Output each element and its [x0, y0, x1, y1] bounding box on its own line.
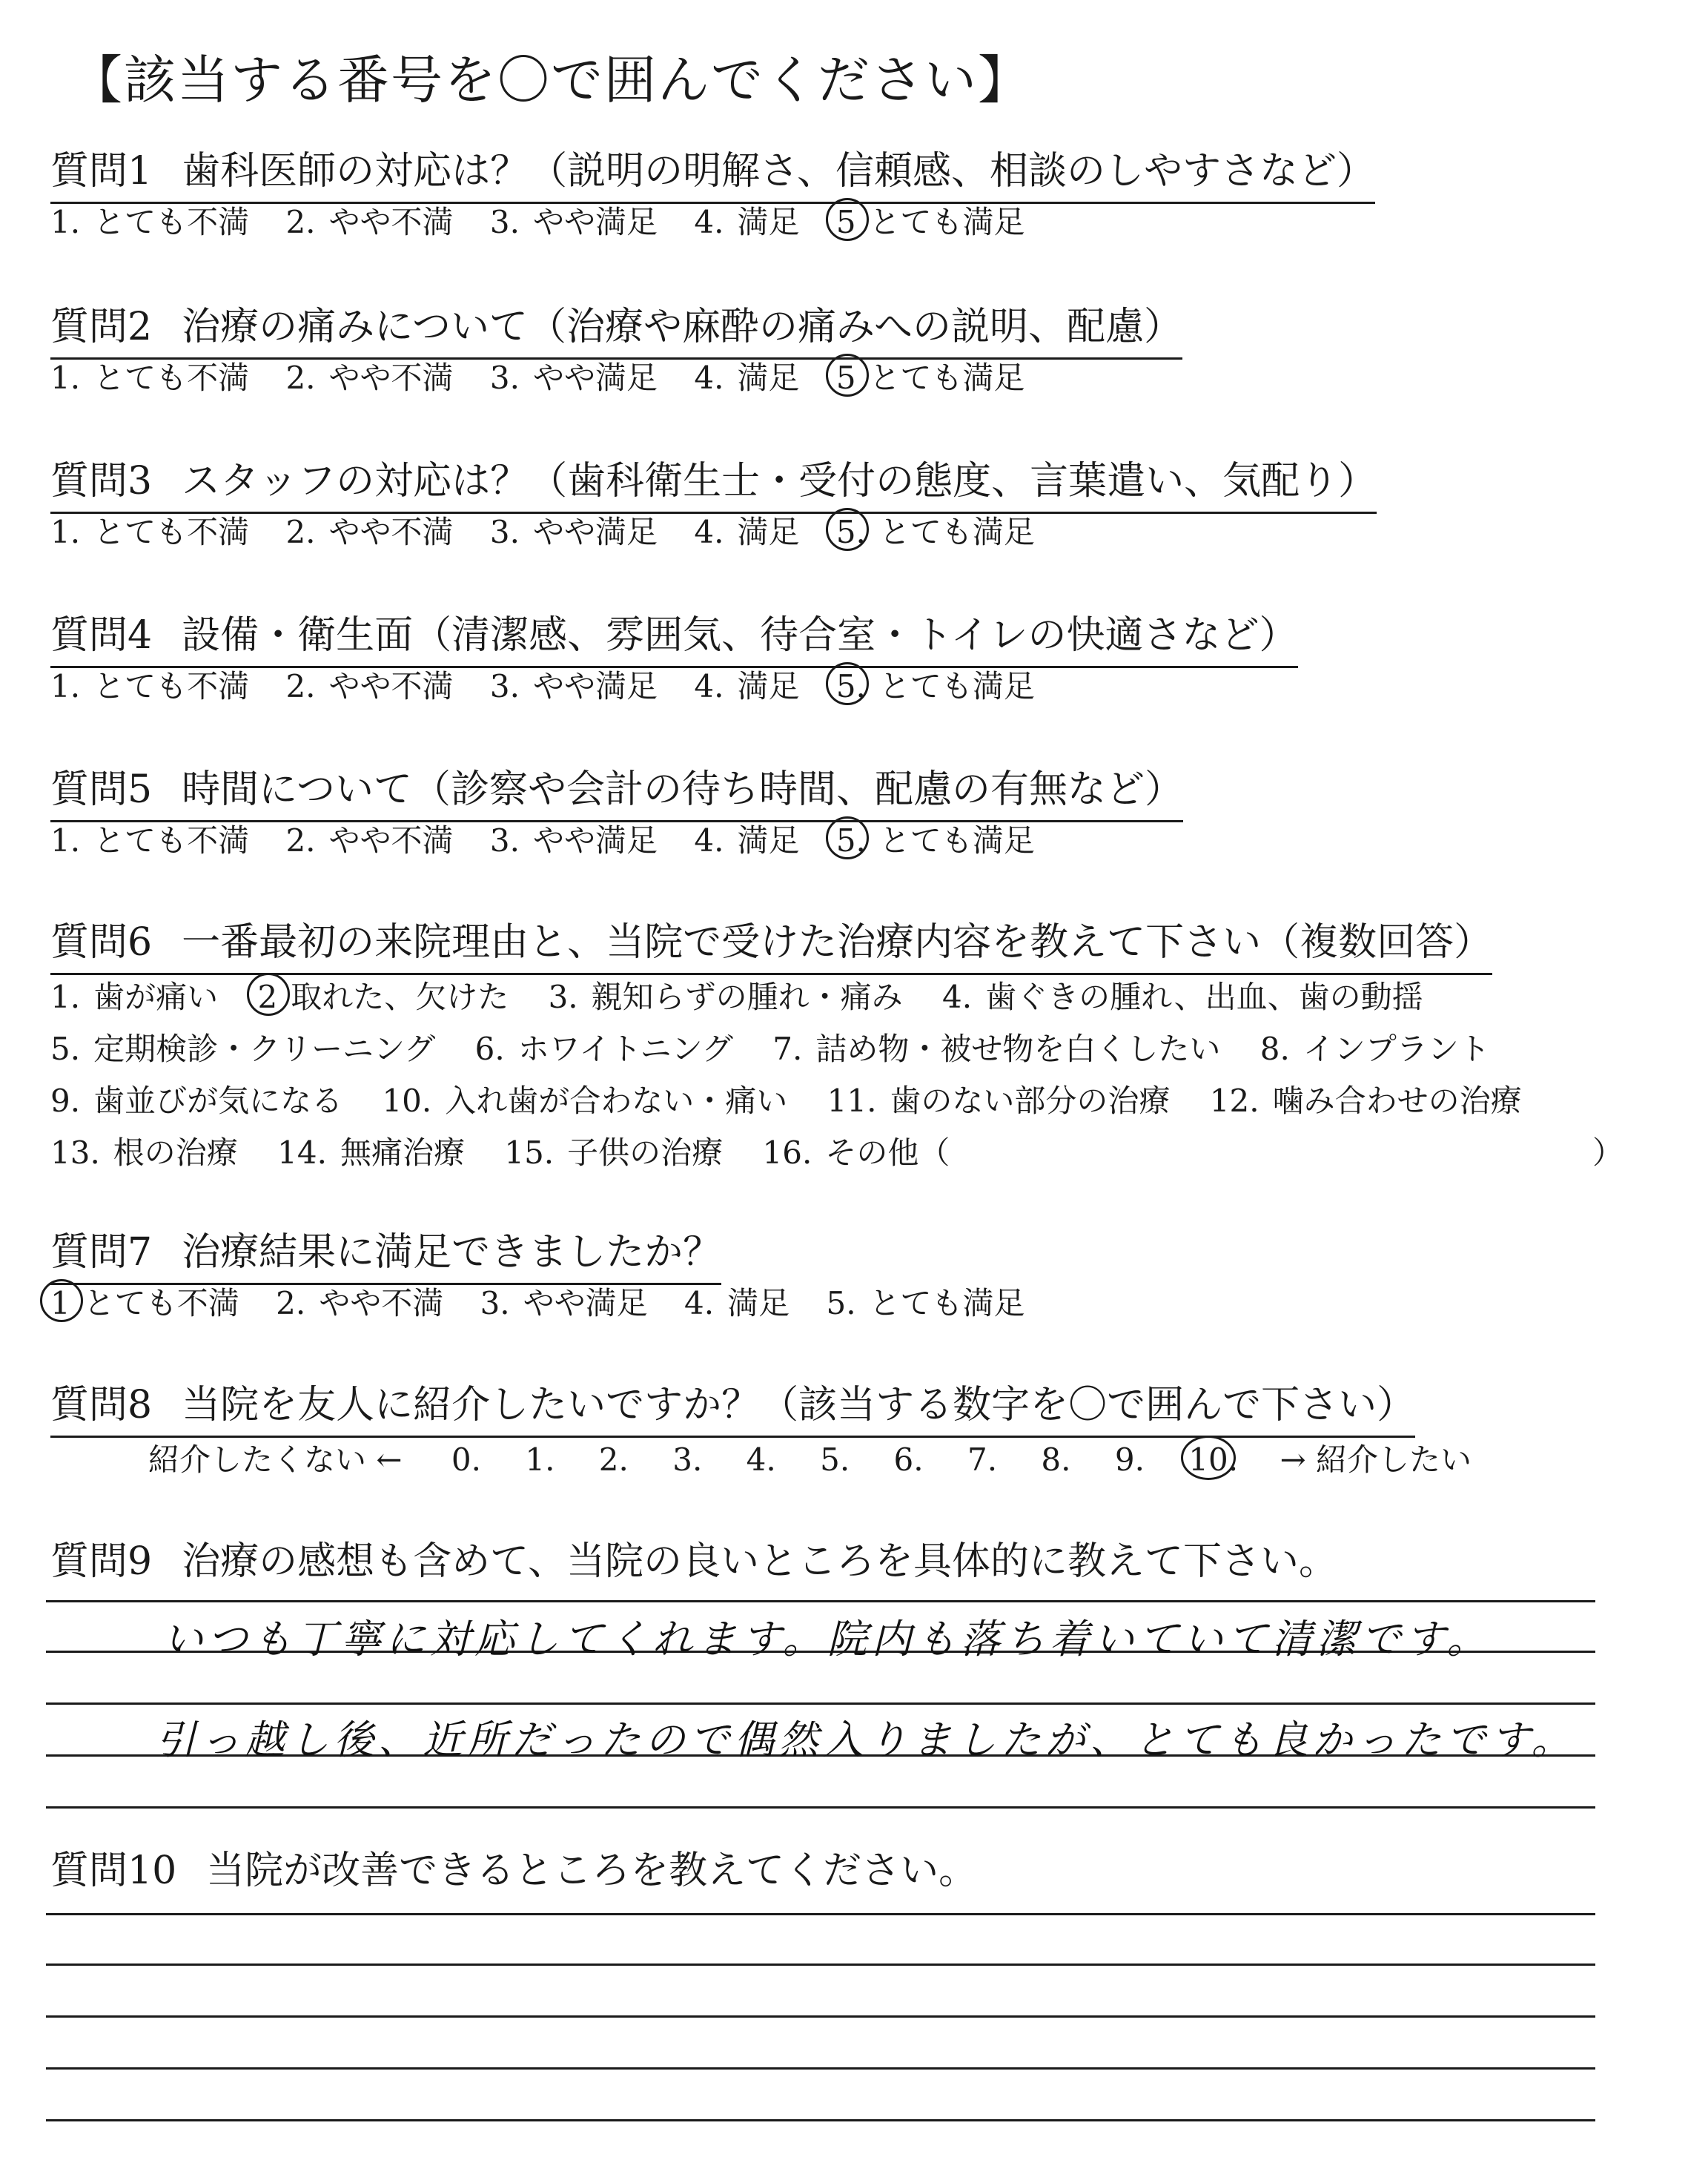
option-2[interactable]: 2. やや不満 — [285, 514, 454, 550]
question-number: 質問5 — [50, 767, 153, 812]
answer-line — [46, 2067, 1595, 2070]
question-title — [50, 1382, 1415, 1438]
scale-0[interactable]: 0. — [451, 1441, 481, 1478]
question-8 — [0, 1382, 1708, 1530]
question-title — [50, 919, 1492, 975]
answer-line — [46, 1913, 1595, 1915]
question-text: 歯科医師の対応は？（説明の明解さ、信頼感、相談のしやすさなど） — [182, 149, 1376, 194]
rating-options — [50, 1284, 1052, 1324]
question-number: 質問4 — [50, 613, 153, 658]
scale-2[interactable]: 2. — [598, 1441, 629, 1478]
question-title — [50, 1848, 977, 1901]
answer-line — [46, 1806, 1595, 1809]
option-2[interactable]: 2. やや不満 — [285, 360, 454, 396]
question-text: 当院を友人に紹介したいですか？（該当する数字を〇で囲んで下さい） — [182, 1383, 1416, 1427]
question-number: 質問3 — [50, 459, 153, 503]
option-4[interactable]: 4. 満足 — [684, 1285, 790, 1321]
question-title — [50, 1229, 721, 1285]
answer-line — [46, 2119, 1595, 2121]
option-4[interactable]: 4. 満足 — [694, 822, 800, 859]
question-text: スタッフの対応は？（歯科衛生士・受付の態度、言葉遣い、気配り） — [182, 459, 1377, 503]
question-text: 治療の痛みについて（治療や麻酔の痛みへの説明、配慮） — [182, 305, 1183, 349]
question-text: 治療の感想も含めて、当院の良いところを具体的に教えて下さい。 — [182, 1539, 1338, 1584]
rating-options — [50, 667, 1062, 707]
question-number: 質問9 — [50, 1539, 153, 1584]
scale-right-label: → 紹介したい — [1280, 1441, 1472, 1478]
rating-options — [50, 358, 1052, 398]
scale-7[interactable]: 7. — [967, 1441, 998, 1478]
option-row-4 — [50, 1133, 1624, 1173]
question-title — [50, 767, 1183, 822]
answer-line — [46, 1600, 1595, 1602]
option-5[interactable]: 5. 定期検診・クリーニング — [50, 1031, 436, 1067]
scale-10-circled[interactable]: 10. — [1188, 1440, 1238, 1480]
scale-9[interactable]: 9. — [1114, 1441, 1145, 1478]
rating-options — [50, 512, 1062, 552]
question-5 — [0, 767, 1708, 915]
option-1[interactable]: 1. とても不満 — [50, 668, 250, 704]
option-row-2 — [50, 1029, 1520, 1069]
option-5-circled[interactable]: 5 とても満足 — [836, 202, 1025, 242]
question-9 — [0, 1539, 1708, 1835]
answer-line — [46, 1964, 1595, 1966]
recommend-scale — [148, 1440, 1472, 1480]
option-3[interactable]: 3. やや満足 — [489, 822, 658, 859]
question-text: 設備・衛生面（清潔感、雰囲気、待合室・トイレの快適さなど） — [182, 613, 1298, 658]
option-3[interactable]: 3. 親知らずの腫れ・痛み — [548, 979, 903, 1015]
question-title — [50, 304, 1182, 360]
scale-3[interactable]: 3. — [672, 1441, 703, 1478]
option-5-circled[interactable]: 5. とても満足 — [836, 667, 1035, 707]
option-5-circled[interactable]: 5. とても満足 — [836, 821, 1035, 861]
option-5-circled[interactable]: 5 とても満足 — [836, 358, 1025, 398]
option-1[interactable]: 1. とても不満 — [50, 514, 250, 550]
option-1[interactable]: 1. 歯が痛い — [50, 979, 219, 1015]
question-number: 質問6 — [50, 920, 153, 965]
other-close-paren: ） — [1592, 1135, 1624, 1171]
option-1[interactable]: 1. とても不満 — [50, 822, 250, 859]
question-number: 質問10 — [50, 1849, 177, 1893]
question-text: 当院が改善できるところを教えてください。 — [206, 1849, 978, 1893]
question-title — [50, 458, 1377, 514]
question-6 — [0, 919, 1708, 1216]
option-3[interactable]: 3. やや満足 — [480, 1285, 648, 1321]
question-number: 質問1 — [50, 149, 153, 194]
question-text: 一番最初の来院理由と、当院で受けた治療内容を教えて下さい（複数回答） — [182, 920, 1493, 965]
scale-left-label: 紹介したくない ← — [148, 1441, 403, 1478]
question-1 — [0, 148, 1708, 297]
question-number: 質問7 — [50, 1230, 153, 1275]
option-8[interactable]: 8. インプラント — [1260, 1031, 1490, 1067]
scale-4[interactable]: 4. — [746, 1441, 776, 1478]
option-1[interactable]: 1. とても不満 — [50, 360, 250, 396]
question-2 — [0, 304, 1708, 452]
option-3[interactable]: 3. やや満足 — [489, 204, 658, 240]
option-13[interactable]: 13. 根の治療 — [50, 1135, 238, 1171]
option-4[interactable]: 4. 満足 — [694, 204, 800, 240]
option-2[interactable]: 2. やや不満 — [285, 668, 454, 704]
option-3[interactable]: 3. やや満足 — [489, 360, 658, 396]
option-16-other[interactable]: 16. その他（ — [762, 1135, 950, 1171]
question-number: 質問2 — [50, 305, 153, 349]
option-row-1 — [50, 977, 1453, 1017]
option-2[interactable]: 2. やや不満 — [276, 1285, 444, 1321]
option-9[interactable]: 9. 歯並びが気になる — [50, 1083, 343, 1119]
option-11[interactable]: 11. 歯のない部分の治療 — [827, 1083, 1171, 1119]
option-2[interactable]: 2. やや不満 — [285, 822, 454, 859]
option-2[interactable]: 2. やや不満 — [285, 204, 454, 240]
option-1-circled[interactable]: 1 とても不満 — [50, 1284, 239, 1324]
question-title — [50, 612, 1298, 668]
rating-options — [50, 821, 1062, 861]
option-7[interactable]: 7. 詰め物・被せ物を白くしたい — [772, 1031, 1221, 1067]
question-title — [50, 148, 1375, 204]
rating-options — [50, 202, 1052, 242]
scale-1[interactable]: 1. — [525, 1441, 555, 1478]
option-3[interactable]: 3. やや満足 — [489, 514, 658, 550]
option-1[interactable]: 1. とても不満 — [50, 204, 250, 240]
option-4[interactable]: 4. 歯ぐきの腫れ、出血、歯の動揺 — [942, 979, 1423, 1015]
question-title — [50, 1539, 1337, 1592]
instruction-heading: 【該当する番号を〇で囲んでください】 — [70, 50, 1031, 110]
option-14[interactable]: 14. 無痛治療 — [277, 1135, 465, 1171]
question-4 — [0, 612, 1708, 761]
option-10[interactable]: 10. 入れ歯が合わない・痛い — [382, 1083, 788, 1119]
question-7 — [0, 1229, 1708, 1378]
option-5[interactable]: 5. とても満足 — [826, 1285, 1025, 1321]
answer-line — [46, 2015, 1595, 2018]
question-text: 時間について（診察や会計の待ち時間、配慮の有無など） — [182, 767, 1184, 812]
option-6[interactable]: 6. ホワイトニング — [474, 1031, 733, 1067]
option-row-3 — [50, 1081, 1552, 1121]
handwritten-answer-line-2: 引っ越し後、近所だったので偶然入りましたが、とても良かったです。 — [156, 1717, 1576, 1763]
question-number: 質問8 — [50, 1383, 153, 1427]
scale-8[interactable]: 8. — [1041, 1441, 1071, 1478]
option-5-circled[interactable]: 5. とても満足 — [836, 512, 1035, 552]
question-3 — [0, 458, 1708, 607]
answer-line — [46, 1702, 1595, 1705]
question-10 — [0, 1848, 1708, 2159]
option-4[interactable]: 4. 満足 — [694, 514, 800, 550]
option-4[interactable]: 4. 満足 — [694, 360, 800, 396]
option-15[interactable]: 15. 子供の治療 — [504, 1135, 724, 1171]
option-4[interactable]: 4. 満足 — [694, 668, 800, 704]
option-2-circled[interactable]: 2 取れた、欠けた — [257, 977, 509, 1017]
scale-6[interactable]: 6. — [893, 1441, 924, 1478]
scale-5[interactable]: 5. — [820, 1441, 850, 1478]
option-3[interactable]: 3. やや満足 — [489, 668, 658, 704]
question-text: 治療結果に満足できましたか？ — [182, 1230, 722, 1275]
handwritten-answer-line-1: いつも丁寧に対応してくれます。院内も落ち着いていて清潔です。 — [163, 1616, 1492, 1662]
option-12[interactable]: 12. 噛み合わせの治療 — [1209, 1083, 1522, 1119]
